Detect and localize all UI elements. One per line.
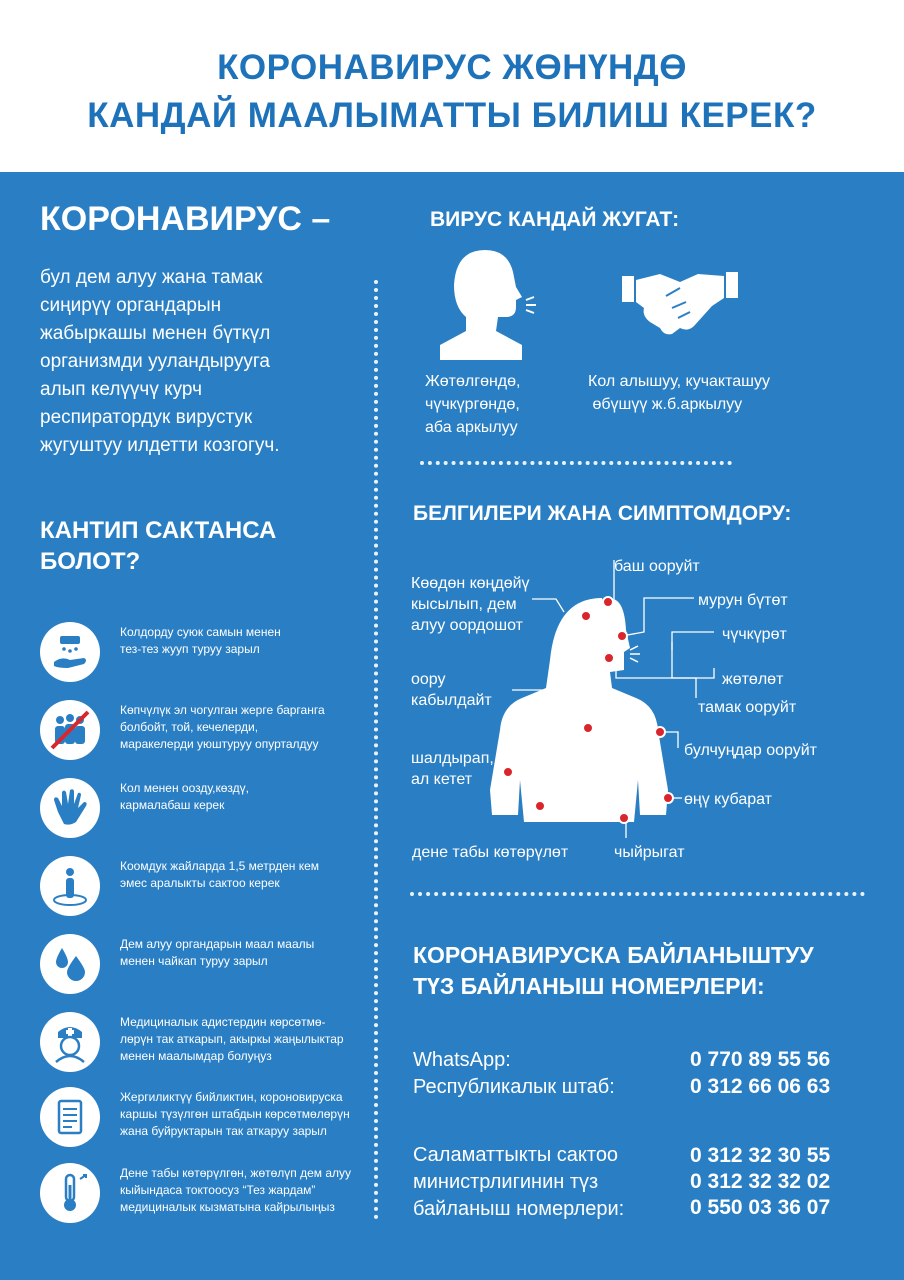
symptom-line: ал кетет — [411, 771, 473, 788]
definition-line: организмди ууландырууга — [40, 351, 270, 372]
prevention-heading-line: КАНТИП САКТАНСА — [40, 517, 277, 544]
prevention-item — [40, 1163, 370, 1223]
document-icon — [40, 1087, 100, 1147]
symptom-pale: өңү кубарат — [684, 791, 773, 808]
prevention-line: лөрүн так аткарып, акыркы жаңылыктар — [120, 1032, 344, 1046]
handshake-icon — [620, 262, 740, 342]
contacts-heading-line: КОРОНАВИРУСКА БАЙЛАНЫШТУУ — [413, 942, 814, 968]
prevention-text — [120, 780, 370, 814]
prevention-line: медициналык кызматына кайрылыңыз — [120, 1200, 335, 1214]
prevention-text — [120, 936, 370, 970]
prevention-item — [40, 778, 370, 838]
symptom-diarrhea: чыйрыгат — [614, 844, 685, 861]
definition-heading: КОРОНАВИРУС – — [40, 200, 331, 238]
hand-wash-icon — [40, 622, 100, 682]
coughing-head-icon — [430, 245, 550, 360]
prevention-item — [40, 856, 370, 916]
ministry-number[interactable]: 0 550 03 36 07 — [690, 1196, 831, 1219]
prevention-line: Колдорду суюк самын менен — [120, 625, 281, 639]
symptom-line: кабылдайт — [411, 692, 492, 709]
distance-icon — [40, 856, 100, 916]
symptom-muscle: булчуңдар ооруйт — [684, 742, 817, 759]
drops-icon — [40, 934, 100, 994]
contact-caption-line: Кол алышуу, кучакташуу — [588, 373, 770, 390]
contacts-heading-line: ТҮЗ БАЙЛАНЫШ НОМЕРЛЕРИ: — [413, 973, 765, 999]
no-crowd-icon — [40, 700, 100, 760]
divider-symptoms — [410, 892, 865, 896]
prevention-item — [40, 1087, 370, 1147]
prevention-heading-line: БОЛОТ? — [40, 548, 141, 575]
symptom-chest — [411, 573, 530, 636]
contact-caption-line: өбүшүү ж.б.аркылуу — [588, 396, 743, 413]
prevention-item — [40, 700, 370, 760]
ministry-label-line: байланыш номерлери: — [413, 1198, 625, 1220]
symptom-cough: жөтөлөт — [722, 671, 784, 688]
prevention-line: менен маалымдар болуңуз — [120, 1049, 272, 1063]
ministry-number[interactable]: 0 312 32 32 02 — [690, 1170, 831, 1193]
prevention-line: Жергиликтүү бийликтин, короновируска — [120, 1090, 343, 1104]
vertical-divider — [374, 280, 378, 1220]
prevention-line: эмес аралыкты сактоо керек — [120, 876, 280, 890]
symptom-line: шалдырап, — [411, 750, 494, 767]
ministry-label-line: Саламаттыкты сактоо — [413, 1144, 619, 1166]
transmission-heading: ВИРУС КАНДАЙ ЖУГАТ: — [430, 208, 680, 231]
whatsapp-label: WhatsApp: — [413, 1049, 511, 1071]
prevention-item — [40, 1012, 370, 1072]
ministry-numbers — [690, 1143, 830, 1221]
symptom-headache: баш ооруйт — [614, 558, 700, 575]
cough-caption-line: чүчкүргөндө, — [425, 396, 520, 413]
prevention-line: жана буйруктарын так аткаруу зарыл — [120, 1124, 327, 1138]
prevention-text — [120, 624, 370, 658]
title-line-1: КОРОНАВИРУС ЖӨНҮНДӨ — [217, 48, 687, 87]
prevention-line: Көпчүлүк эл чогулган жерге барганга — [120, 703, 325, 717]
symptom-sneeze: чүчкүрөт — [722, 626, 787, 643]
ministry-number[interactable]: 0 312 32 30 55 — [690, 1144, 831, 1167]
hq-label: Республикалык штаб: — [413, 1076, 615, 1098]
divider-transmission — [420, 461, 732, 465]
cough-caption-line: аба аркылуу — [425, 419, 518, 436]
prevention-line: кыйындаса токтоосуз “Тез жардам” — [120, 1183, 316, 1197]
nurse-icon — [40, 1012, 100, 1072]
prevention-line: болбойт, той, кечелерди, — [120, 720, 259, 734]
symptom-line: оору — [411, 671, 446, 688]
contacts-heading — [413, 940, 814, 1002]
prevention-line: Медициналык адистердин көрсөтмө- — [120, 1015, 326, 1029]
symptom-throat: тамак ооруйт — [698, 699, 797, 716]
hand-touch-icon — [40, 778, 100, 838]
definition-line: жабыркашы менен бүткүл — [40, 323, 271, 344]
whatsapp-number[interactable]: 0 770 89 55 56 — [690, 1048, 831, 1071]
symptom-chills — [411, 748, 494, 790]
prevention-text — [120, 1014, 370, 1065]
prevention-heading — [40, 515, 276, 577]
ministry-label-line: министрлигинин түз — [413, 1171, 599, 1193]
header — [0, 0, 904, 172]
title-line-2: КАНДАЙ МААЛЫМАТТЫ БИЛИШ КЕРЕК? — [87, 96, 817, 135]
thermometer-icon — [40, 1163, 100, 1223]
contact-caption — [588, 370, 770, 416]
symptom-nose: мурун бүтөт — [698, 592, 788, 609]
definition-line: бул дем алуу жана тамак — [40, 267, 263, 288]
prevention-line: Коомдук жайларда 1,5 метрден кем — [120, 859, 320, 873]
symptom-pain — [411, 669, 492, 711]
prevention-line: менен чайкап туруу зарыл — [120, 954, 268, 968]
prevention-line: Дем алуу органдарын маал маалы — [120, 937, 315, 951]
symptoms-heading: БЕЛГИЛЕРИ ЖАНА СИМПТОМДОРУ: — [413, 502, 792, 525]
prevention-line: кармалабаш керек — [120, 798, 225, 812]
definition-line: респиратордук вирустук — [40, 407, 253, 428]
hq-number[interactable]: 0 312 66 06 63 — [690, 1075, 831, 1098]
definition-text — [40, 264, 370, 460]
prevention-item — [40, 622, 370, 682]
symptom-fever: дене табы көтөрүлөт — [412, 844, 569, 861]
prevention-item — [40, 934, 370, 994]
symptom-line: алуу оордошот — [411, 617, 523, 634]
definition-line: жугуштуу илдетти козгогуч. — [40, 435, 280, 456]
symptom-line: Көөдөн көңдөйү — [411, 575, 530, 592]
prevention-text — [120, 1089, 370, 1140]
prevention-line: Дене табы көтөрүлгөн, жөтөлүп дем алуу — [120, 1166, 352, 1180]
definition-line: алып келүүчү курч — [40, 379, 202, 400]
prevention-text — [120, 858, 370, 892]
cough-caption-line: Жөтөлгөндө, — [425, 373, 521, 390]
cough-caption — [425, 370, 520, 439]
prevention-line: тез-тез жууп туруу зарыл — [120, 642, 260, 656]
prevention-text — [120, 1165, 370, 1216]
definition-line: сиңирүү органдарын — [40, 295, 222, 316]
symptom-line: кысылып, дем — [411, 596, 517, 613]
prevention-text — [120, 702, 370, 753]
prevention-line: маракелерди уюштуруу опурталдуу — [120, 737, 319, 751]
prevention-line: каршы түзүлгөн штабдын көрсөтмөлөрүн — [120, 1107, 350, 1121]
prevention-line: Кол менен оозду,көздү, — [120, 781, 250, 795]
ministry-label — [413, 1142, 624, 1223]
